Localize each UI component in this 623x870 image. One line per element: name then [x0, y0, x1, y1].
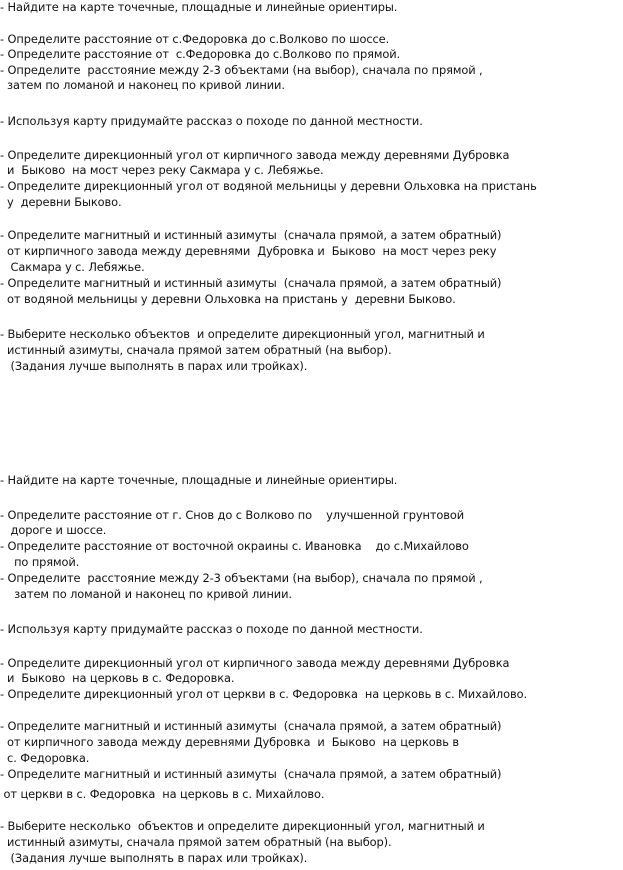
task-line: - Используя карту придумайте рассказ о походе по данной местности. — [0, 114, 423, 128]
task-line: - Найдите на карте точечные, площадные и линейные ориентиры. — [0, 0, 398, 14]
task-line: затем по ломаной и наконец по кривой линии. — [0, 587, 292, 601]
task-line: - Определите расстояние между 2-3 объектами (на выбор), сначала по прямой , — [0, 63, 483, 77]
task-line: - Выберите несколько объектов и определите дирекционный угол, магнитный и — [0, 819, 485, 833]
task-line: от кирпичного завода между деревнями Дубровка и Быково на церковь в — [0, 735, 459, 749]
task-line: дороге и шоссе. — [0, 523, 107, 537]
task-line: затем по ломаной и наконец по кривой линии. — [0, 78, 285, 92]
task-line: - Определите магнитный и истинный азимуты (сначала прямой, а затем обратный) — [0, 276, 502, 290]
task-line: (Задания лучше выполнять в парах или тройках). — [0, 851, 308, 865]
task-line: - Определите магнитный и истинный азимуты (сначала прямой, а затем обратный) — [0, 719, 502, 733]
task-line: - Определите дирекционный угол от церкви в с. Федоровка на церковь в с. Михайлово. — [0, 687, 527, 701]
task-line: и Быково на церковь в с. Федоровка. — [0, 671, 235, 685]
task-line: и Быково на мост через реку Сакмара у с. Лебяжье. — [0, 163, 324, 177]
task-line: - Определите расстояние от с.Федоровка до с.Волково по прямой. — [0, 47, 401, 61]
task-line: - Определите расстояние от восточной окраины с. Ивановка до с.Михайлово — [0, 539, 469, 553]
task-line: от церкви в с. Федоровка на церковь в с. Михайлово. — [0, 787, 325, 801]
task-line: (Задания лучше выполнять в парах или тройках). — [0, 359, 308, 373]
task-line: - Определите расстояние от г. Снов до с Волково по улучшенной грунтовой — [0, 508, 465, 522]
task-line: - Используя карту придумайте рассказ о походе по данной местности. — [0, 622, 423, 636]
task-line: Сакмара у с. Лебяжье. — [0, 260, 145, 274]
task-line: у деревни Быково. — [0, 195, 122, 209]
task-line: истинный азимуты, сначала прямой затем обратный (на выбор). — [0, 343, 392, 357]
task-line: - Выберите несколько объектов и определите дирекционный угол, магнитный и — [0, 327, 485, 341]
task-line: - Определите дирекционный угол от кирпичного завода между деревнями Дубровка — [0, 148, 510, 162]
task-line: - Определите расстояние между 2-3 объектами (на выбор), сначала по прямой , — [0, 571, 483, 585]
task-line: - Найдите на карте точечные, площадные и линейные ориентиры. — [0, 473, 398, 487]
task-line: истинный азимуты, сначала прямой затем обратный (на выбор). — [0, 835, 392, 849]
task-line: - Определите дирекционный угол от кирпичного завода между деревнями Дубровка — [0, 656, 510, 670]
task-line: - Определите дирекционный угол от водяной мельницы у деревни Ольховка на пристань — [0, 179, 537, 193]
task-line: от водяной мельницы у деревни Ольховка на пристань у деревни Быково. — [0, 292, 456, 306]
task-line: - Определите магнитный и истинный азимуты (сначала прямой, а затем обратный) — [0, 767, 502, 781]
task-line: - Определите магнитный и истинный азимуты (сначала прямой, а затем обратный) — [0, 228, 502, 242]
task-line: по прямой. — [0, 555, 80, 569]
task-line: - Определите расстояние от с.Федоровка до с.Волково по шоссе. — [0, 32, 390, 46]
task-line: от кирпичного завода между деревнями Дубровка и Быково на мост через реку — [0, 244, 497, 258]
task-line: с. Федоровка. — [0, 751, 90, 765]
